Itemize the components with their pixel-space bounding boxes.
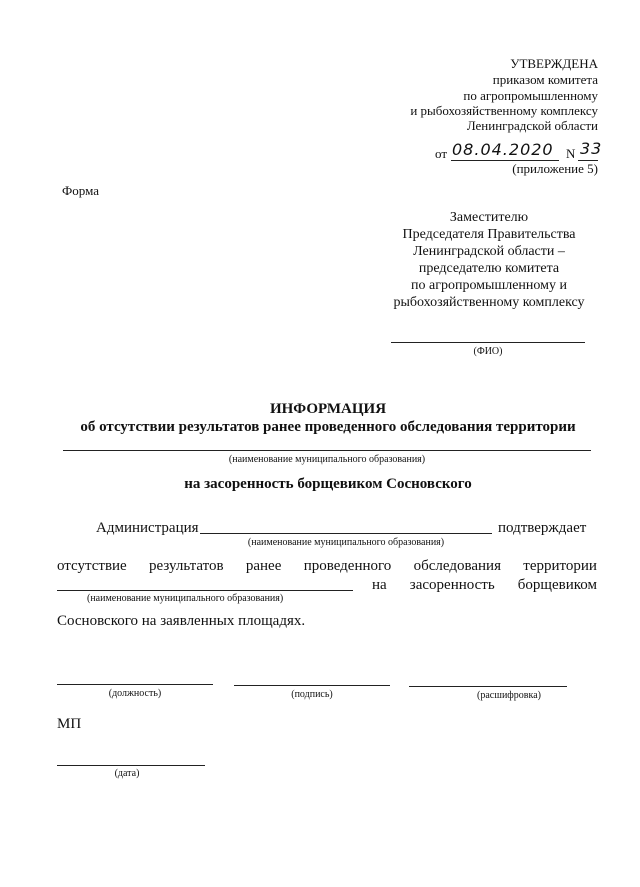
municipality-caption-1: (наименование муниципального образования) bbox=[247, 537, 445, 548]
seal-placeholder: МП bbox=[57, 716, 82, 732]
document-subtitle: об отсутствии результатов ранее проведенного обследования территории bbox=[80, 419, 576, 435]
municipality-line-1 bbox=[200, 533, 492, 534]
word-absence: отсутствие bbox=[57, 558, 127, 574]
fio-line bbox=[391, 342, 585, 343]
approval-line-4: Ленинградской области bbox=[466, 118, 598, 133]
handwritten-date: 08.04.2020 bbox=[452, 140, 554, 159]
approval-line-1: приказом комитета bbox=[492, 72, 598, 87]
document-title: ИНФОРМАЦИЯ bbox=[269, 401, 387, 417]
position-caption: (должность) bbox=[108, 688, 162, 699]
word-earlier: ранее bbox=[245, 558, 282, 574]
signature-line bbox=[234, 685, 390, 686]
decoding-line bbox=[409, 686, 567, 687]
word-conducted: проведенного bbox=[303, 558, 392, 574]
body-line-3 bbox=[372, 576, 597, 594]
municipality-caption-2: (наименование муниципального образования) bbox=[87, 593, 284, 604]
approval-line-3: и рыбохозяйственному комплексу bbox=[410, 103, 598, 118]
addressee-line-1: Заместителю bbox=[449, 210, 529, 225]
word-territory: территории bbox=[523, 558, 597, 574]
decoding-caption: (расшифровка) bbox=[477, 690, 541, 701]
handwritten-number: 33 bbox=[580, 139, 603, 158]
date-line bbox=[57, 765, 205, 766]
municipality-caption-heading: (наименование муниципального образования) bbox=[228, 454, 426, 465]
word-on: на bbox=[372, 577, 387, 593]
municipality-line-2 bbox=[57, 590, 353, 591]
body-line-2 bbox=[57, 557, 597, 575]
approval-title: УТВЕРЖДЕНА bbox=[510, 56, 598, 71]
word-hogweed: борщевиком bbox=[517, 577, 597, 593]
document-subject: на засоренность борщевиком Сосновского bbox=[184, 476, 472, 492]
word-results: результатов bbox=[149, 558, 224, 574]
administration-word: Администрация bbox=[96, 520, 199, 536]
addressee-line-5: по агропромышленному и bbox=[411, 278, 567, 293]
addressee-line-3: Ленинградской области – bbox=[413, 244, 565, 259]
word-survey: обследования bbox=[413, 558, 501, 574]
municipality-line-heading bbox=[63, 450, 591, 451]
appendix-note: (приложение 5) bbox=[512, 161, 598, 176]
position-line bbox=[57, 684, 213, 685]
addressee-line-2: Председателя Правительства bbox=[402, 227, 576, 242]
date-caption: (дата) bbox=[114, 768, 140, 779]
signature-caption: (подпись) bbox=[291, 689, 333, 700]
form-label: Форма bbox=[62, 183, 99, 198]
fio-caption: (ФИО) bbox=[473, 346, 503, 357]
approval-line-2: по агропромышленному bbox=[463, 88, 598, 103]
body-line-4: Сосновского на заявленных площадях. bbox=[57, 613, 306, 629]
confirms-word: подтверждает bbox=[498, 520, 587, 536]
word-infestation: засоренность bbox=[409, 577, 495, 593]
addressee-line-4: председателю комитета bbox=[418, 261, 560, 276]
number-prefix: N bbox=[566, 146, 576, 161]
date-prefix: от bbox=[435, 146, 448, 161]
addressee-line-6: рыбохозяйственному комплексу bbox=[393, 295, 585, 310]
